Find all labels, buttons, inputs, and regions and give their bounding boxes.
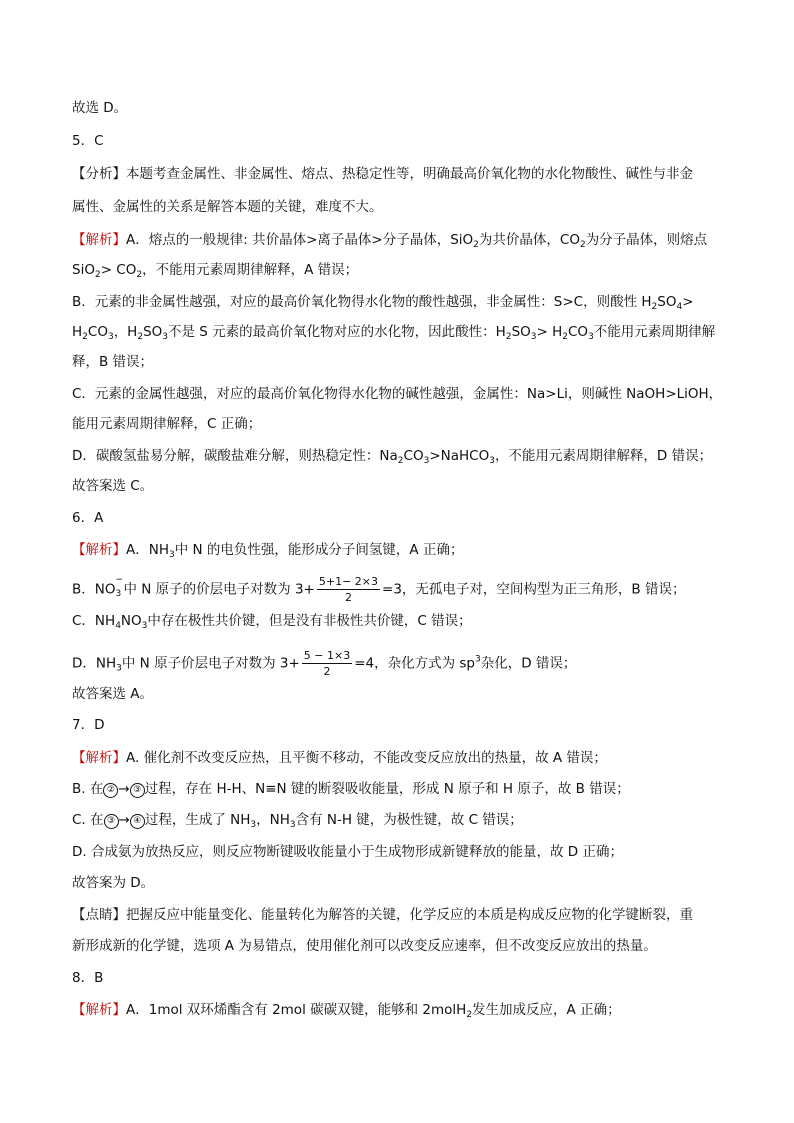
solution-tag: 【解析】 [72,1002,126,1018]
solution-8-line-1: 【解析】A．1mol 双环烯酯含有 2mol 碳碳双键，能够和 2molH$_2$发生加成反应，A 正确； [72,1002,621,1020]
solution-7-line-3: C. 在 ③ → ④ 过程，生成了 $NH_3$，$NH_3$含有 N-H 键，为极性键，故 C 错误； [72,812,523,830]
question-8-answer: 8．B [72,970,104,986]
analysis-tag: 【分析】 [72,166,126,182]
comment-7-line-2: 新形成新的化学键，选项 A 为易错点，使用催化剂可以改变反应速率，但不改变反应放出的热量。 [72,938,657,954]
solution-5-line-5: 释，B 错误； [72,354,154,370]
comment-7-line-1: 【点睛】把握反应中能量变化、能量转化为解答的关键，化学反应的本质是构成反应物的化学键断裂，重 [72,907,693,923]
solution-5-line-2: $SiO_2> CO_2$，不能用元素周期律解释，A 错误； [72,262,359,280]
solution-6-line-1: 【解析】A．$NH_3$中 N 的电负性强，能形成分子间氢键，A 正确； [72,542,464,560]
analysis-5-line-1: 【分析】本题考查金属性、非金属性、熔点、热稳定性等，明确最高价氧化物的水化物酸性、碱性与非金 [72,166,693,182]
solution-6-line-2: B．NO − 3 中 N 原子的价层电子对数为 3+ $\frac{5+1- 2\times 3}{2}$ =3，无孤电子对，空间构型为正三角形，B 错误； [72,574,686,604]
solution-tag: 【解析】 [72,232,126,248]
solution-tag: 【解析】 [72,542,126,558]
analysis-5-line-2: 属性、金属性的关系是解答本题的关键，难度不大。 [72,199,383,215]
question-6-answer: 6．A [72,510,104,526]
question-7-answer: 7．D [72,717,105,733]
solution-5-line-7: 能用元素周期律解释，C 正确； [72,416,262,432]
solution-6-conclusion: 故答案选 A。 [72,686,154,702]
solution-5-line-8: D．碳酸氢盐易分解，碳酸盐难分解，则热稳定性：$Na_2CO_3>NaHCO_3$，不能用元素周期律解释，D 错误； [72,448,713,466]
question-5-answer: 5．C [72,133,104,149]
solution-7-conclusion: 故答案为 D。 [72,875,155,891]
fraction: $\frac{5+1- 2\times 3}{2}$ [318,575,379,604]
solution-6-line-3: C．$NH_4NO_3$中存在极性共价键，但是没有非极性共价键，C 错误； [72,613,472,631]
comment-tag: 【点睛】 [72,907,126,923]
fraction: $\frac{5 - 1\times 3}{2}$ [303,649,351,678]
solution-5-line-4: $H_2CO_3$，$H_2SO_3$不是 S 元素的最高价氧化物对应的水化物，因此酸性：$H_2SO_3> H_2CO_3$不能用元素周期律解 [72,324,716,342]
line-1: 故选 D。 [72,100,128,116]
solution-6-line-4: D．$NH_3$中 N 原子价层电子对数为 3+ $\frac{5 - 1\times 3}{2}$ =4，杂化方式为 $sp^3$杂化，D 错误； [72,649,577,678]
solution-7-line-2: B. 在 ② → ③ 过程，存在 H-H、N≡N 键的断裂吸收能量，形成 N 原子和 H 原子，故 B 错误； [72,781,630,797]
solution-5-line-1: 【解析】A．熔点的一般规律: 共价晶体>离子晶体>分子晶体，SiO$_2$为共价晶体，$CO_2$为分子晶体，则熔点 [72,232,708,250]
solution-7-line-1: 【解析】A. 催化剂不改变反应热，且平衡不移动，不能改变反应放出的热量，故 A 错误； [72,750,607,766]
solution-5-line-3: B．元素的非金属性越强，对应的最高价氧化物得水化物的酸性越强，非金属性：S>C，则酸性 $H_2SO_4>$ [72,294,694,312]
solution-5-line-6: C．元素的金属性越强，对应的最高价氧化物得水化物的碱性越强，金属性：Na>Li，则碱性 NaOH>LiOH， [72,386,723,402]
solution-5-conclusion: 故答案选 C。 [72,478,154,494]
solution-7-line-4: D. 合成氨为放热反应，则反应物断键吸收能量小于生成物形成新键释放的能量，故 D 正确； [72,844,623,860]
solution-tag: 【解析】 [72,750,126,766]
